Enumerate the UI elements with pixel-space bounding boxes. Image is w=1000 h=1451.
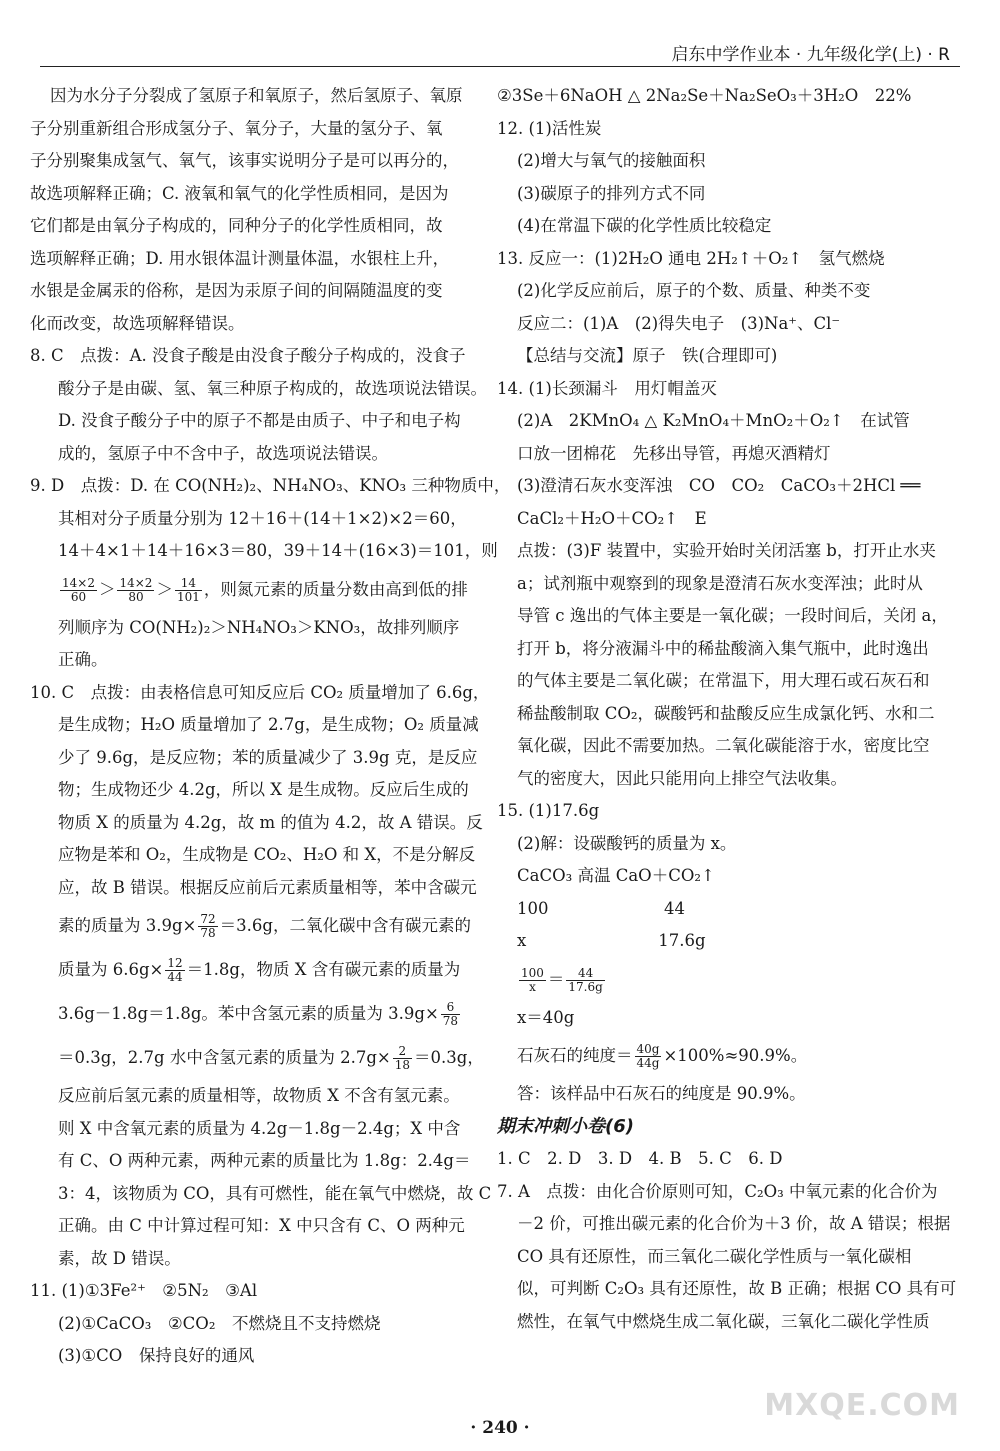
fraction: $\frac{14}{101}$ — [176, 575, 200, 604]
text-line: CaCl₂＋H₂O＋CO₂↑ E — [517, 508, 707, 528]
text-line: 它们都是由氧分子构成的，同种分子的化学性质相同，故 — [30, 216, 443, 235]
fraction-line: $\frac{100}{x}$ ＝ $\frac{44}{17.6g}$ — [521, 965, 603, 994]
text-line: 【总结与交流】原子 铁(合理即可) — [517, 346, 778, 365]
fraction-line: ＝0.3g，2.7g 水中含氢元素的质量为 2.7g× $\frac{2}{18}$ ＝0.3g， — [58, 1044, 484, 1072]
text-line: 点拨：(3)F 装置中，实验开始时关闭活塞 b，打开止水夹 — [517, 541, 936, 560]
text-line: 则 X 中含氧元素的质量为 4.2g－1.8g－2.4g；X 中含 — [58, 1118, 461, 1138]
text-line: D. 没食子酸分子中的原子不都是由质子、中子和电子构 — [58, 411, 461, 430]
text-line: CO 具有还原性，而三氧化二碳化学性质与一氧化碳相 — [517, 1246, 912, 1266]
text-line: 口放一团棉花 先移出导管，再熄灭酒精灯 — [517, 443, 831, 463]
answers-1-6: 1. C 2. D 3. D 4. B 5. C 6. D — [497, 1149, 783, 1168]
text-line: 100 44 — [517, 898, 685, 918]
fraction: $\frac{100}{x}$ — [521, 965, 544, 994]
text-line: 似，可判断 C₂O₃ 具有还原性，故 B 正确；根据 CO 具有可 — [517, 1279, 957, 1298]
answer-12: 12. (1)活性炭 — [497, 118, 602, 138]
answer-7: 7. A 点拨：由化合价原则可知，C₂O₃ 中氧元素的化合价为 — [497, 1181, 938, 1201]
text-line: (2)①CaCO₃ ②CO₂ 不燃烧且不支持燃烧 — [58, 1313, 381, 1333]
left-column — [30, 80, 511, 1373]
text-line: 物质 X 的质量为 4.2g，故 m 的值为 4.2，故 A 错误。反 — [58, 812, 483, 832]
answer-13: 13. 反应一：(1)2H₂O 通电 2H₂↑＋O₂↑ 氢气燃烧 — [497, 248, 885, 268]
fraction-line: 质量为 6.6g× $\frac{12}{44}$ ＝1.8g，物质 X 含有碳元素的质量为 — [58, 956, 461, 984]
text-line: (2)化学反应前后，原子的个数、质量、种类不变 — [517, 281, 871, 300]
text-line: 正确。由 C 中计算过程可知：X 中只含有 C、O 两种元 — [58, 1216, 465, 1235]
text-line: a；试剂瓶中观察到的现象是澄清石灰水变浑浊；此时从 — [517, 573, 923, 593]
text-line: x 17.6g — [517, 931, 706, 950]
text-line: x＝40g — [517, 1007, 575, 1027]
text-line: 答：该样品中石灰石的纯度是 90.9%。 — [517, 1084, 806, 1103]
header-title: 启东中学作业本 · 九年级化学(上) · R — [671, 45, 950, 65]
text-line: 选项解释正确；D. 用水银体温计测量体温，水银柱上升， — [30, 248, 450, 268]
text-line: 燃性，在氧气中燃烧生成二氧化碳，三氧化二碳化学性质 — [517, 1311, 930, 1331]
text-line: 3：4，该物质为 CO，具有可燃性，能在氧气中燃烧，故 C — [58, 1183, 492, 1203]
fraction: $\frac{44}{17.6g}$ — [568, 965, 603, 994]
text-line: 少了 9.6g，是反应物；苯的质量减少了 3.9g 克，是反应 — [58, 747, 478, 767]
text-line: 反应二：(1)A (2)得失电子 (3)Na⁺、Cl⁻ — [517, 313, 841, 333]
text-line: (2)增大与氧气的接触面积 — [517, 151, 706, 170]
fraction-line: $\frac{14\times 2}{60}$ ＞ $\frac{14\times 2}{80}$ ＞ $\frac{14}{101}$ ，则氮元素的质量分数由高到低的排 — [62, 575, 468, 604]
text-line: 水银是金属汞的俗称，是因为汞原子间的间隔随温度的变 — [30, 281, 443, 300]
fraction: $\frac{6}{78}$ — [442, 1000, 459, 1028]
fraction: $\frac{2}{18}$ — [394, 1044, 411, 1072]
text-line: 14＋4×1＋14＋16×3＝80，39＋14＋(16×3)＝101，则 — [58, 541, 498, 560]
text-line: 反应前后氢元素的质量相等，故物质 X 不含有氢元素。 — [58, 1086, 460, 1105]
text-line: (4)在常温下碳的化学性质比较稳定 — [517, 216, 772, 235]
text-line: 因为水分子分裂成了氢原子和氧原子，然后氢原子、氧原 — [50, 86, 463, 105]
text-line: 子分别聚集成氢气、氧气，该事实说明分子是可以再分的， — [30, 151, 459, 170]
text-line: 的气体主要是二氧化碳；在常温下，用大理石或石灰石和 — [517, 671, 930, 690]
text-line: 成的，氢原子中不含中子，故选项说法错误。 — [58, 443, 388, 463]
text-line: (3)澄清石灰水变浑浊 CO CO₂ CaCO₃＋2HCl ══ — [517, 476, 921, 495]
text-line: 应物是苯和 O₂，生成物是 CO₂、H₂O 和 X，不是分解反 — [58, 845, 476, 864]
page-number: · 240 · — [470, 1418, 530, 1438]
fraction: $\frac{72}{78}$ — [200, 912, 216, 940]
text-line: 物；生成物还少 4.2g，所以 X 是生成物。反应后生成的 — [58, 780, 469, 799]
text-line: 稀盐酸制取 CO₂，碳酸钙和盐酸反应生成氯化钙、水和二 — [517, 703, 935, 723]
text-line: 列顺序为 CO(NH₂)₂＞NH₄NO₃＞KNO₃，故排列顺序 — [58, 617, 460, 637]
answer-15: 15. (1)17.6g — [497, 801, 600, 820]
text-line: 是生成物；H₂O 质量增加了 2.7g，是生成物；O₂ 质量减 — [58, 715, 479, 734]
fraction: $\frac{12}{44}$ — [167, 956, 183, 984]
fraction: $\frac{14\times 2}{60}$ — [62, 575, 95, 604]
text-line: －2 价，可推出碳元素的化合价为＋3 价，故 A 错误；根据 — [517, 1214, 951, 1233]
text-line: (2)解：设碳酸钙的质量为 x。 — [517, 833, 737, 853]
text-line: (3)碳原子的排列方式不同 — [517, 183, 706, 203]
text-line: 有 C、O 两种元素，两种元素的质量比为 1.8g：2.4g＝ — [58, 1151, 471, 1170]
fraction-line: 3.6g－1.8g＝1.8g。苯中含氢元素的质量为 3.9g× $\frac{6}{78}$ — [58, 1000, 459, 1028]
fraction-line: 素的质量为 3.9g× $\frac{72}{78}$ ＝3.6g，二氧化碳中含有碳元素的 — [58, 912, 471, 940]
page-header — [40, 40, 960, 67]
text-line: 其相对分子质量分别为 12＋16＋(14＋1×2)×2＝60， — [58, 508, 467, 528]
text-line: 正确。 — [58, 650, 108, 669]
fraction: $\frac{40g}{44g}$ — [636, 1042, 660, 1070]
text-line: 氧化碳，因此不需要加热。二氧化碳能溶于水，密度比空 — [517, 736, 930, 755]
text-line: 应，故 B 错误。根据反应前后元素质量相等，苯中含碳元 — [58, 877, 477, 897]
text-line: 气的密度大，因此只能用向上排空气法收集。 — [517, 768, 847, 788]
right-column — [497, 80, 957, 1338]
fraction-line: 石灰石的纯度＝ $\frac{40g}{44g}$ ×100%≈90.9%。 — [517, 1042, 808, 1070]
section-title: 期末冲刺小卷(6) — [497, 1115, 634, 1137]
text-line: 故选项解释正确；C. 液氧和氧气的化学性质相同，是因为 — [30, 183, 449, 203]
text-line: 化而改变，故选项解释错误。 — [30, 313, 245, 333]
answer-9: 9. D 点拨：D. 在 CO(NH₂)₂、NH₄NO₃、KNO₃ 三种物质中， — [30, 476, 511, 495]
answer-10: 10. C 点拨：由表格信息可知反应后 CO₂ 质量增加了 6.6g， — [30, 682, 490, 702]
text-line: 酸分子是由碳、氢、氧三种原子构成的，故选项说法错误。 — [58, 378, 487, 398]
text-line: CaCO₃ 高温 CaO＋CO₂↑ — [517, 866, 715, 885]
text-line: (2)A 2KMnO₄ △ K₂MnO₄＋MnO₂＋O₂↑ 在试管 — [517, 411, 910, 430]
fraction: $\frac{14\times 2}{80}$ — [119, 575, 153, 604]
text-line: (3)①CO 保持良好的通风 — [58, 1346, 255, 1365]
text-line: ②3Se＋6NaOH △ 2Na₂Se＋Na₂SeO₃＋3H₂O 22% — [497, 86, 912, 105]
watermark: MXQE.COM — [764, 1388, 960, 1423]
answer-14: 14. (1)长颈漏斗 用灯帽盖灭 — [497, 378, 717, 398]
text-line: 导管 c 逸出的气体主要是一氧化碳；一段时间后，关闭 a， — [517, 606, 948, 625]
text-line: 子分别重新组合形成氢分子、氧分子，大量的氢分子、氧 — [30, 118, 443, 138]
text-line: 素，故 D 错误。 — [58, 1248, 181, 1268]
text-line: 打开 b，将分液漏斗中的稀盐酸滴入集气瓶中，此时逸出 — [517, 638, 929, 658]
answer-8: 8. C 点拨：A. 没食子酸是由没食子酸分子构成的，没食子 — [30, 346, 466, 365]
answer-11: 11. (1)①3Fe²⁺ ②5N₂ ③Al — [30, 1281, 258, 1300]
